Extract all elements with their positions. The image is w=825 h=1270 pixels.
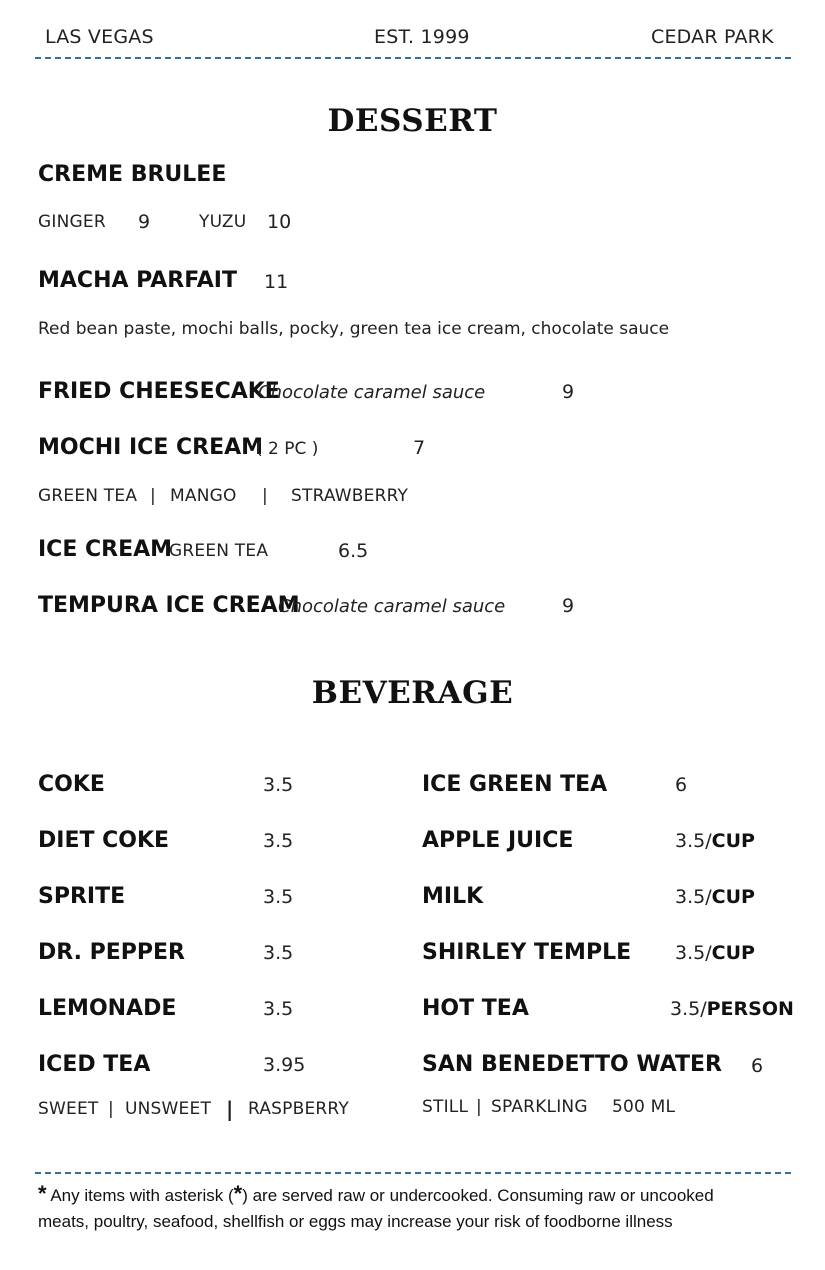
- tempura-ice-cream-description: Chocolate caramel sauce: [278, 596, 506, 617]
- price-unit: CUP: [711, 886, 755, 908]
- mochi-flavor-green-tea: GREEN TEA: [38, 486, 138, 506]
- mochi-ice-cream-price: 7: [413, 437, 426, 459]
- beverage-diet-coke-price: 3.5: [263, 830, 294, 852]
- fried-cheesecake-description: Chocolate caramel sauce: [258, 382, 486, 403]
- creme-brulee-option-ginger: GINGER: [38, 212, 106, 232]
- mochi-flavor-mango: MANGO: [170, 486, 237, 506]
- mochi-ice-cream-quantity: ( 2 PC ): [256, 439, 319, 459]
- creme-brulee-name: CREME BRULEE: [38, 162, 227, 187]
- ice-cream-flavor: GREEN TEA: [169, 541, 269, 561]
- iced-tea-option-separator: |: [108, 1099, 114, 1119]
- mochi-ice-cream-name: MOCHI ICE CREAM: [38, 435, 264, 460]
- location-right: CEDAR PARK: [651, 26, 774, 48]
- beverage-title: BEVERAGE: [311, 675, 514, 711]
- ice-cream-name: ICE CREAM: [38, 537, 173, 562]
- mochi-flavor-strawberry: STRAWBERRY: [291, 486, 409, 506]
- macha-parfait-name: MACHA PARFAIT: [38, 268, 237, 293]
- asterisk-symbol: *: [233, 1181, 243, 1206]
- beverage-dr-pepper-price: 3.5: [263, 942, 294, 964]
- fried-cheesecake-name: FRIED CHEESECAKE: [38, 379, 280, 404]
- macha-parfait-description: Red bean paste, mochi balls, pocky, green tea ice cream, chocolate sauce: [38, 319, 670, 339]
- tempura-ice-cream-name: TEMPURA ICE CREAM: [38, 593, 300, 618]
- beverage-hot-tea-name: HOT TEA: [422, 996, 529, 1021]
- dessert-title: DESSERT: [327, 103, 498, 139]
- price-unit: CUP: [711, 942, 755, 964]
- iced-tea-option-separator: |: [226, 1097, 234, 1121]
- beverage-san-benedetto-water-name: SAN BENEDETTO WATER: [422, 1052, 722, 1077]
- water-option-still: STILL: [422, 1097, 469, 1117]
- creme-brulee-yuzu-price: 10: [267, 211, 292, 233]
- beverage-dr-pepper-name: DR. PEPPER: [38, 940, 185, 965]
- price-unit: CUP: [711, 830, 755, 852]
- header-divider: [35, 57, 791, 59]
- mochi-flavor-separator: |: [262, 486, 268, 506]
- beverage-lemonade-name: LEMONADE: [38, 996, 177, 1021]
- asterisk-symbol: *: [38, 1181, 47, 1206]
- food-safety-notice-line-2: meats, poultry, seafood, shellfish or eggs may increase your risk of foodborne illness: [38, 1212, 673, 1231]
- iced-tea-option-unsweet: UNSWEET: [125, 1099, 212, 1119]
- mochi-flavor-separator: |: [150, 486, 156, 506]
- water-option-separator: |: [476, 1097, 482, 1117]
- beverage-diet-coke-name: DIET COKE: [38, 828, 170, 853]
- beverage-sprite-name: SPRITE: [38, 884, 126, 909]
- beverage-iced-tea-name: ICED TEA: [38, 1052, 151, 1077]
- food-safety-notice-line-1: * Any items with asterisk (*) are served raw or undercooked. Consuming raw or uncooked: [38, 1181, 714, 1206]
- beverage-sprite-price: 3.5: [263, 886, 294, 908]
- ice-cream-price: 6.5: [338, 540, 369, 562]
- creme-brulee-ginger-price: 9: [138, 211, 151, 233]
- price-unit: PERSON: [706, 998, 794, 1020]
- beverage-apple-juice-name: APPLE JUICE: [422, 828, 574, 853]
- creme-brulee-option-yuzu: YUZU: [199, 212, 247, 232]
- beverage-ice-green-tea-name: ICE GREEN TEA: [422, 772, 608, 797]
- water-option-sparkling: SPARKLING: [491, 1097, 588, 1117]
- beverage-milk-name: MILK: [422, 884, 484, 909]
- beverage-hot-tea-price: 3.5/PERSON: [670, 998, 794, 1020]
- beverage-milk-price: 3.5/CUP: [675, 886, 755, 908]
- beverage-coke-name: COKE: [38, 772, 105, 797]
- beverage-shirley-temple-price: 3.5/CUP: [675, 942, 755, 964]
- tempura-ice-cream-price: 9: [562, 595, 575, 617]
- beverage-apple-juice-price: 3.5/CUP: [675, 830, 755, 852]
- fried-cheesecake-price: 9: [562, 381, 575, 403]
- location-left: LAS VEGAS: [45, 26, 154, 48]
- beverage-shirley-temple-name: SHIRLEY TEMPLE: [422, 940, 632, 965]
- water-size: 500 ML: [612, 1097, 676, 1117]
- established-year: EST. 1999: [374, 26, 470, 48]
- beverage-coke-price: 3.5: [263, 774, 294, 796]
- iced-tea-option-raspberry: RASPBERRY: [248, 1099, 349, 1119]
- macha-parfait-price: 11: [264, 271, 289, 293]
- beverage-ice-green-tea-price: 6: [675, 774, 688, 796]
- beverage-iced-tea-price: 3.95: [263, 1054, 306, 1076]
- iced-tea-option-sweet: SWEET: [38, 1099, 99, 1119]
- beverage-lemonade-price: 3.5: [263, 998, 294, 1020]
- footer-divider: [35, 1172, 791, 1174]
- beverage-san-benedetto-water-price: 6: [751, 1055, 764, 1077]
